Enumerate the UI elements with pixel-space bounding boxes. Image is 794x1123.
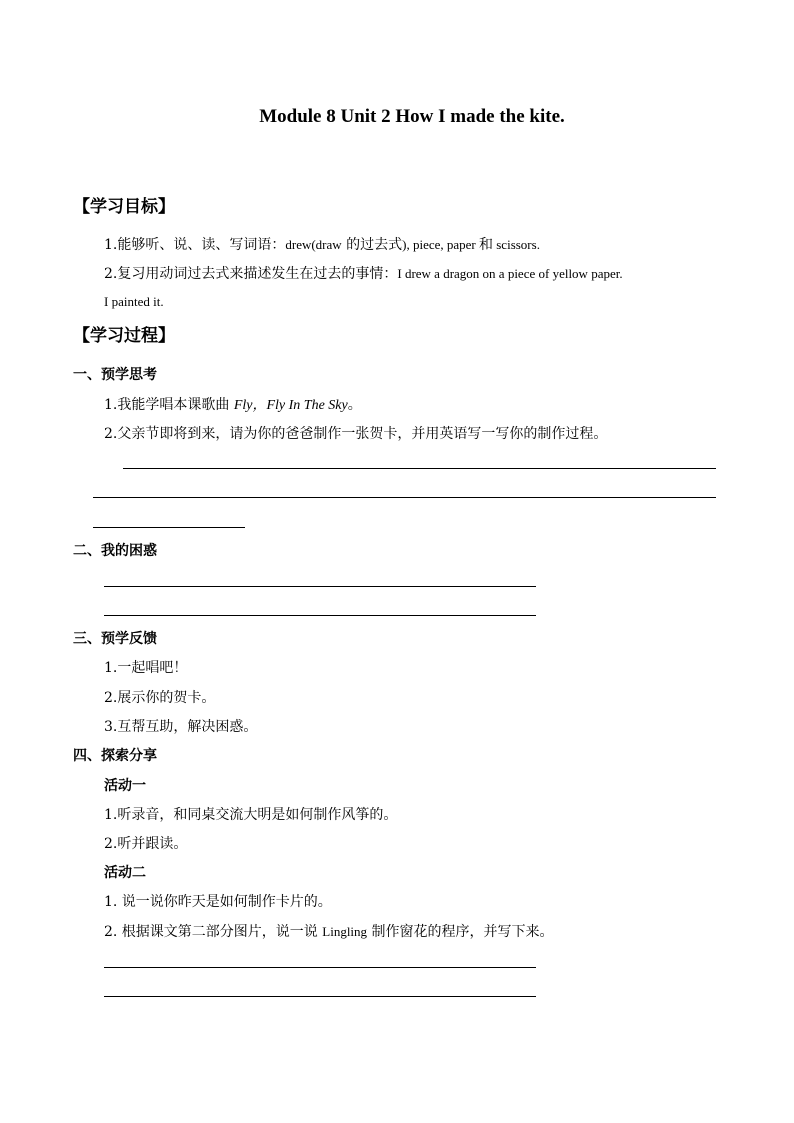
name-lingling: Lingling [322,924,368,939]
feedback-heading: 三、预学反馈 [73,631,157,647]
goal-item-1 [104,234,540,254]
page-title: Module 8 Unit 2 How I made the kite. [259,106,565,127]
activity-1-item: 2.听并跟读。 [104,836,188,852]
goal-item-1-prefix: 1.能够听、说、读、写词语： [104,237,286,253]
learning-process-heading: 【学习过程】 [73,326,175,346]
pre-study-heading: 一、预学思考 [73,367,157,383]
goal-item-2-continued: I painted it. [104,294,164,309]
answer-line[interactable] [104,996,536,997]
song-title: Fly，Fly In The Sky [233,398,348,413]
my-confusion-heading: 二、我的困惑 [73,543,157,559]
activity-1-item: 1.听录音，和同桌交流大明是如何制作风筝的。 [104,807,398,823]
answer-line[interactable] [104,967,536,968]
answer-line[interactable] [123,468,716,469]
feedback-item: 2.展示你的贺卡。 [104,690,216,706]
goal-item-1-scissors: scissors. [493,237,540,252]
explore-share-heading: 四、探索分享 [73,748,157,764]
activity-1-heading: 活动一 [104,778,146,794]
activity-2-item-1: 1. 说一说你昨天是如何制作卡片的。 [104,894,332,910]
goal-item-1-words: ), piece, paper [402,237,479,252]
pre-study-item-2: 2.父亲节即将到来，请为你的爸爸制作一张贺卡，并用英语写一写你的制作过程。 [104,426,608,442]
goal-item-1-and: 和 [479,237,493,253]
pre-study-item-1 [104,394,362,414]
goal-item-2-prefix: 2.复习用动词过去式来描述发生在过去的事情： [104,266,398,282]
feedback-item: 1.一起唱吧！ [104,660,188,676]
activity-2-item-2-prefix: 2. 根据课文第二部分图片，说一说 [104,924,323,940]
feedback-item: 3.互帮互助，解决困惑。 [104,719,258,735]
learning-goals-heading: 【学习目标】 [73,197,175,217]
pre-study-item-1-suffix: 。 [347,397,362,413]
goal-item-2 [104,263,623,283]
goal-item-1-word-drew: drew(draw [285,237,342,252]
answer-line[interactable] [93,497,716,498]
answer-line[interactable] [93,527,245,528]
pre-study-item-1-prefix: 1.我能学唱本课歌曲 [104,397,234,413]
activity-2-item-2 [104,921,554,941]
goal-item-1-cn: 的过去式 [341,237,403,253]
goal-item-2-example: I drew a dragon on a piece of yellow paper. [397,266,623,281]
activity-2-heading: 活动二 [104,865,146,881]
answer-line[interactable] [104,615,536,616]
activity-2-item-2-suffix: 制作窗花的程序，并写下来。 [367,924,554,940]
answer-line[interactable] [104,586,536,587]
